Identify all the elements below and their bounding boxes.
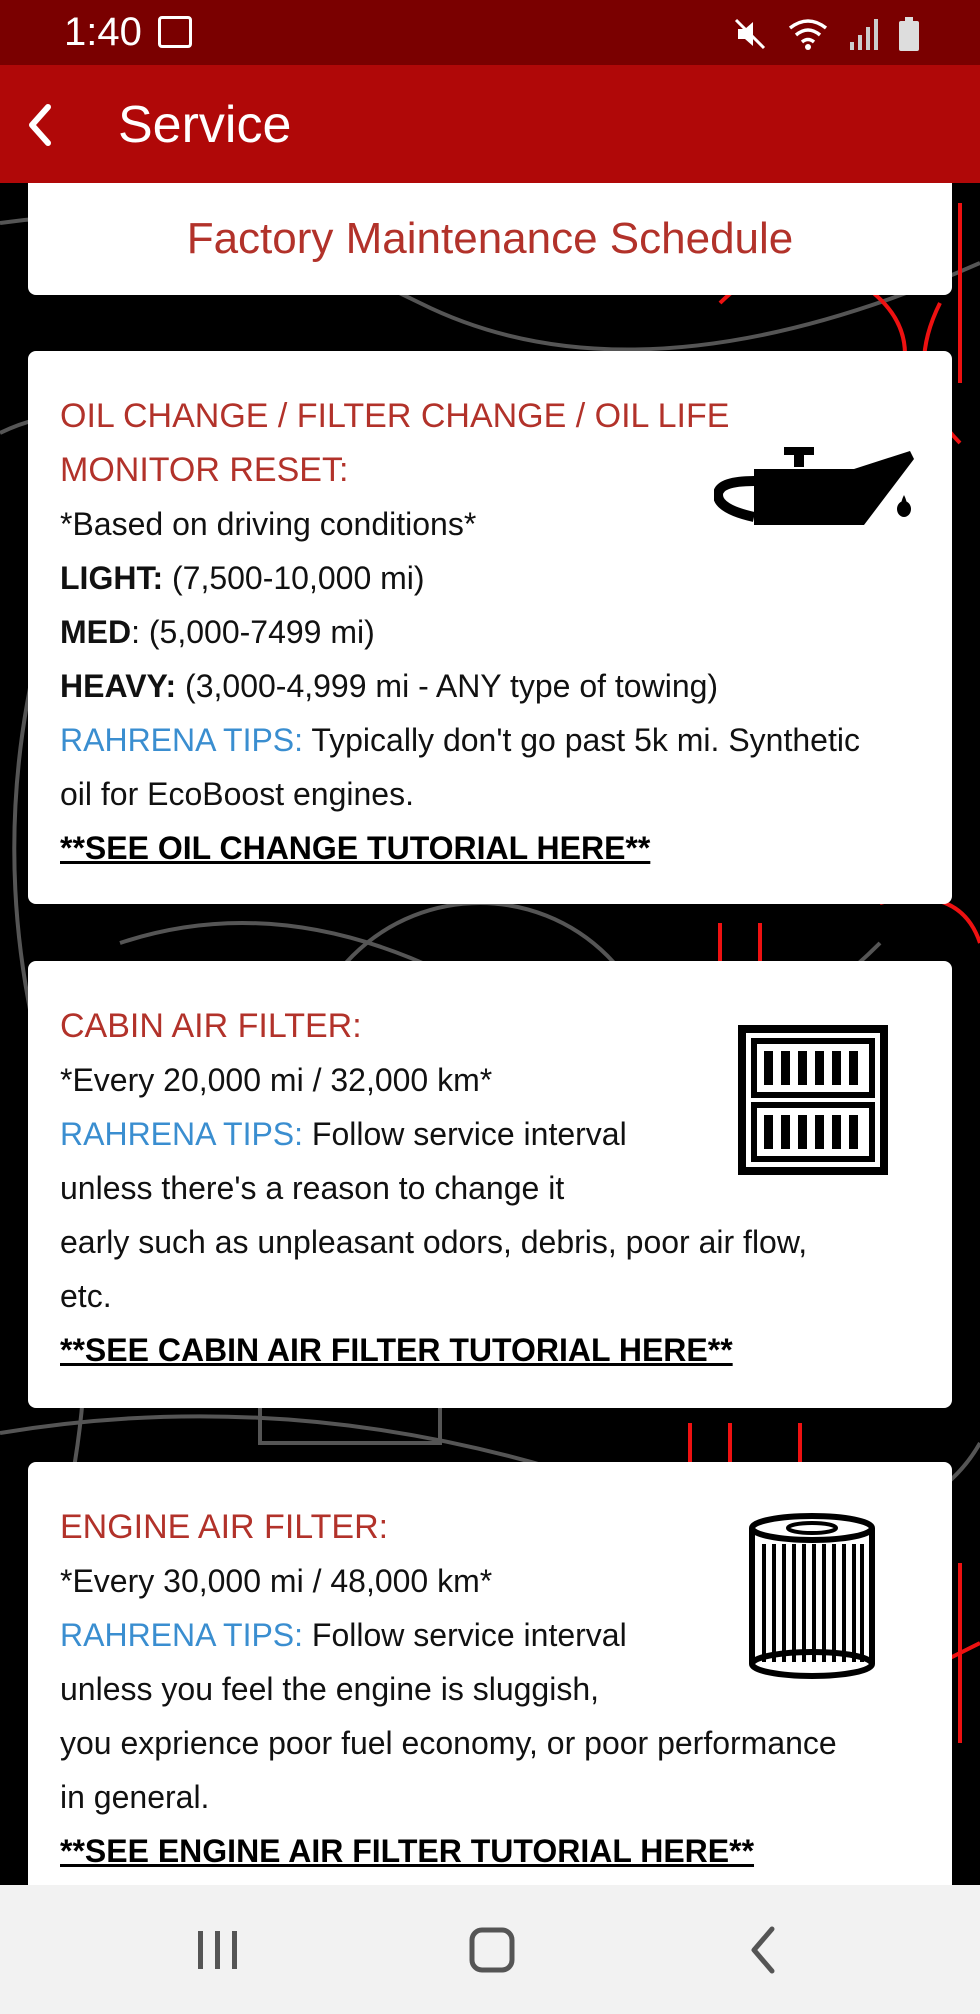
cabin-heading: CABIN AIR FILTER: — [60, 1007, 362, 1045]
oil-change-card — [28, 351, 952, 904]
app-bar — [0, 65, 980, 183]
wifi-icon — [786, 16, 830, 52]
engine-tips-line2: unless you feel the engine is sluggish, — [60, 1671, 600, 1707]
header-card-title: Factory Maintenance Schedule — [186, 214, 794, 263]
oil-med-label: MED — [60, 614, 132, 650]
oil-can-icon — [714, 447, 918, 535]
engine-tips-label: RAHRENA TIPS: — [60, 1617, 304, 1653]
oil-heavy — [60, 659, 920, 713]
cabin-air-filter-tutorial-link[interactable]: **SEE CABIN AIR FILTER TUTORIAL HERE** — [60, 1332, 733, 1368]
status-icons — [732, 14, 920, 54]
service-content[interactable] — [0, 183, 980, 1885]
oil-heading-1: OIL CHANGE / FILTER CHANGE / OIL LIFE — [60, 397, 730, 435]
cabin-air-filter-card — [28, 961, 952, 1408]
navigation-bar — [0, 1885, 980, 2014]
cabin-filter-icon — [738, 1025, 888, 1175]
recent-apps-icon[interactable] — [188, 1923, 248, 1977]
status-time: 1:40 — [64, 10, 142, 54]
cabin-tips-line4: etc. — [60, 1278, 112, 1314]
oil-light — [60, 551, 920, 605]
engine-filter-icon — [746, 1512, 878, 1680]
oil-heading-2: MONITOR RESET: — [60, 451, 349, 489]
page-title: Service — [118, 96, 292, 154]
oil-change-tutorial-link[interactable]: **SEE OIL CHANGE TUTORIAL HERE** — [60, 830, 651, 866]
back-nav-icon[interactable] — [736, 1923, 796, 1977]
engine-tips-line4: in general. — [60, 1779, 210, 1815]
engine-air-filter-card — [28, 1462, 952, 1885]
oil-tips-label: RAHRENA TIPS: — [60, 722, 304, 758]
cabin-tips-line2: unless there's a reason to change it — [60, 1170, 565, 1206]
back-arrow-icon[interactable] — [14, 95, 74, 155]
oil-light-value: (7,500-10,000 mi) — [163, 560, 425, 596]
status-bar — [0, 0, 980, 65]
engine-air-filter-tutorial-link[interactable]: **SEE ENGINE AIR FILTER TUTORIAL HERE** — [60, 1833, 755, 1869]
cabin-interval: *Every 20,000 mi / 32,000 km* — [60, 1062, 493, 1098]
cabin-tips-line1: Follow service interval — [303, 1116, 627, 1152]
engine-heading: ENGINE AIR FILTER: — [60, 1508, 389, 1546]
oil-heavy-value: (3,000-4,999 mi - ANY type of towing) — [176, 668, 719, 704]
cabin-tips-line3: early such as unpleasant odors, debris, poor air flow, — [60, 1224, 808, 1260]
engine-tips-line3: you exprience poor fuel economy, or poor performance — [60, 1725, 837, 1761]
image-notification-icon — [158, 16, 192, 48]
engine-interval: *Every 30,000 mi / 48,000 km* — [60, 1563, 493, 1599]
oil-light-label: LIGHT: — [60, 560, 164, 596]
signal-icon — [848, 16, 880, 52]
battery-icon — [898, 16, 920, 52]
cabin-tips-label: RAHRENA TIPS: — [60, 1116, 304, 1152]
home-icon[interactable] — [462, 1923, 522, 1977]
oil-med-value: : (5,000-7499 mi) — [131, 614, 375, 650]
engine-tips-line1: Follow service interval — [303, 1617, 627, 1653]
oil-tips-line2: oil for EcoBoost engines. — [60, 776, 414, 812]
oil-med — [60, 605, 920, 659]
oil-tips-line1: Typically don't go past 5k mi. Synthetic — [303, 722, 860, 758]
header-card — [28, 183, 952, 295]
mute-icon — [732, 16, 768, 52]
oil-note: *Based on driving conditions* — [60, 506, 477, 542]
oil-heavy-label: HEAVY: — [60, 668, 177, 704]
oil-tips — [60, 713, 920, 767]
